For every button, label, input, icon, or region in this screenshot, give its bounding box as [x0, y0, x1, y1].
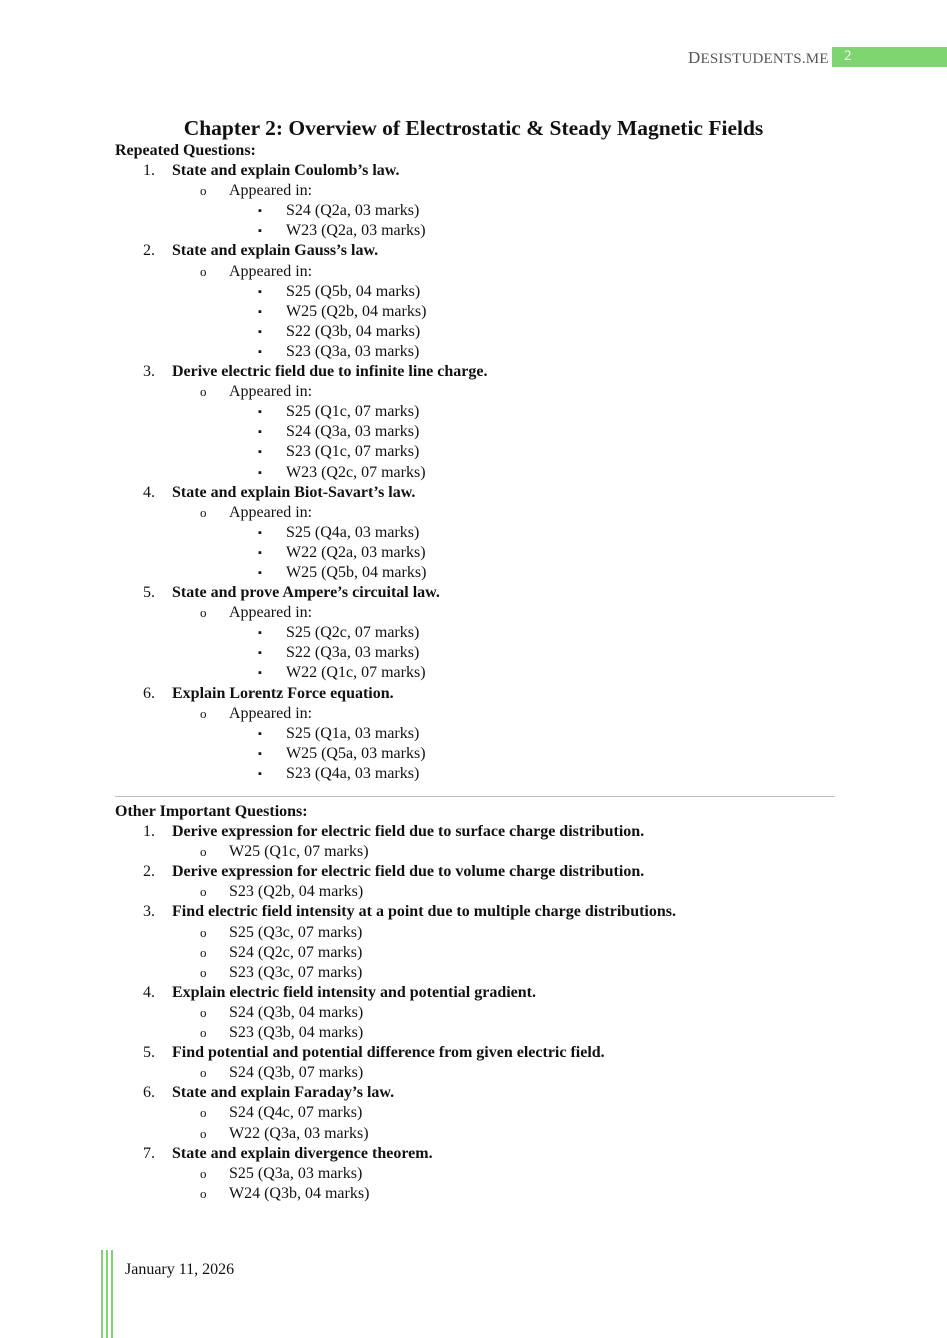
exam-reference: [115, 463, 835, 483]
question-number: 4.: [143, 983, 155, 1001]
square-bullet-icon: ▪: [258, 727, 262, 740]
section-divider: [115, 796, 835, 797]
question-text: State and explain Biot-Savart’s law.: [172, 483, 416, 501]
question-number: 5.: [143, 584, 155, 602]
exam-reference: [115, 923, 835, 943]
exam-reference-text: S23 (Q2b, 04 marks): [229, 883, 364, 901]
square-bullet-icon: ▪: [258, 566, 262, 579]
question-text: Find electric field intensity at a point due to multiple charge distributions.: [172, 903, 676, 921]
question-text: State and explain Faraday’s law.: [172, 1084, 395, 1102]
exam-reference: [115, 744, 835, 764]
circle-bullet-icon: o: [200, 605, 207, 621]
appeared-in-label: [115, 603, 835, 623]
question-text: State and explain Coulomb’s law.: [172, 162, 400, 180]
exam-reference: [115, 764, 835, 784]
exam-reference-text: S23 (Q3c, 07 marks): [229, 963, 363, 981]
circle-bullet-icon: o: [200, 1185, 207, 1201]
site-name: DESISTUDENTS.ME: [688, 48, 829, 67]
question-text: Derive electric field due to infinite line charge.: [172, 363, 488, 381]
question-item: [115, 362, 835, 382]
exam-reference-text: S23 (Q3b, 04 marks): [229, 1024, 364, 1042]
question-item: [115, 583, 835, 603]
appeared-in-text: Appeared in:: [229, 503, 313, 521]
circle-bullet-icon: o: [200, 1165, 207, 1181]
appeared-in-label: [115, 262, 835, 282]
question-item: [115, 822, 835, 842]
exam-reference-text: S25 (Q5b, 04 marks): [286, 282, 421, 300]
appeared-in-label: [115, 181, 835, 201]
circle-bullet-icon: o: [200, 504, 207, 520]
exam-reference-text: W25 (Q5b, 04 marks): [286, 563, 427, 581]
exam-reference: [115, 1164, 835, 1184]
circle-bullet-icon: o: [200, 705, 207, 721]
footer-bar: [106, 1250, 108, 1338]
exam-reference: [115, 842, 835, 862]
exam-reference: [115, 943, 835, 963]
exam-reference: [115, 882, 835, 902]
exam-reference: [115, 282, 835, 302]
question-number: 4.: [143, 483, 155, 501]
exam-reference-text: S24 (Q3b, 07 marks): [229, 1064, 364, 1082]
exam-reference: [115, 1063, 835, 1083]
exam-reference: [115, 1103, 835, 1123]
exam-reference-text: S25 (Q3a, 03 marks): [229, 1164, 363, 1182]
question-number: 7.: [143, 1144, 155, 1162]
exam-reference-text: S24 (Q4c, 07 marks): [229, 1104, 363, 1122]
question-number: 1.: [143, 823, 155, 841]
question-number: 5.: [143, 1044, 155, 1062]
circle-bullet-icon: o: [200, 944, 207, 960]
question-item: [115, 1144, 835, 1164]
appeared-in-text: Appeared in:: [229, 182, 313, 200]
appeared-in-text: Appeared in:: [229, 383, 313, 401]
chapter-title: Chapter 2: Overview of Electrostatic & Steady Magnetic Fields: [183, 116, 764, 140]
circle-bullet-icon: o: [200, 263, 207, 279]
exam-reference: [115, 201, 835, 221]
exam-reference: [115, 221, 835, 241]
square-bullet-icon: ▪: [258, 345, 262, 358]
exam-reference: [115, 342, 835, 362]
exam-reference-text: W23 (Q2c, 07 marks): [286, 463, 426, 481]
square-bullet-icon: ▪: [258, 205, 262, 218]
exam-reference-text: W22 (Q1c, 07 marks): [286, 664, 426, 682]
exam-reference: [115, 663, 835, 683]
appeared-in-text: Appeared in:: [229, 704, 313, 722]
circle-bullet-icon: o: [200, 884, 207, 900]
square-bullet-icon: ▪: [258, 225, 262, 238]
question-number: 3.: [143, 363, 155, 381]
other-questions-heading: Other Important Questions:: [115, 803, 308, 820]
exam-reference-text: S22 (Q3b, 04 marks): [286, 322, 421, 340]
exam-reference-text: S25 (Q3c, 07 marks): [229, 923, 363, 941]
exam-reference-text: S25 (Q1a, 03 marks): [286, 724, 420, 742]
circle-bullet-icon: o: [200, 924, 207, 940]
square-bullet-icon: ▪: [258, 446, 262, 459]
exam-reference-text: W25 (Q5a, 03 marks): [286, 744, 426, 762]
exam-reference-text: W25 (Q1c, 07 marks): [229, 843, 369, 861]
question-number: 3.: [143, 903, 155, 921]
question-text: Find potential and potential difference from given electric field.: [172, 1044, 605, 1062]
exam-reference: [115, 422, 835, 442]
question-item: [115, 902, 835, 922]
appeared-in-label: [115, 704, 835, 724]
question-text: Derive expression for electric field due to volume charge distribution.: [172, 863, 645, 881]
square-bullet-icon: ▪: [258, 546, 262, 559]
question-item: [115, 862, 835, 882]
circle-bullet-icon: o: [200, 1004, 207, 1020]
exam-reference: [115, 302, 835, 322]
exam-reference-text: S23 (Q3a, 03 marks): [286, 342, 420, 360]
question-text: Explain Lorentz Force equation.: [172, 684, 394, 702]
question-text: State and explain Gauss’s law.: [172, 242, 379, 260]
exam-reference: [115, 523, 835, 543]
circle-bullet-icon: o: [200, 1065, 207, 1081]
square-bullet-icon: ▪: [258, 325, 262, 338]
question-text: Explain electric field intensity and potential gradient.: [172, 983, 536, 1001]
footer-bar: [101, 1250, 103, 1338]
square-bullet-icon: ▪: [258, 627, 262, 640]
exam-reference-text: W24 (Q3b, 04 marks): [229, 1184, 370, 1202]
question-item: [115, 983, 835, 1003]
question-item: [115, 1043, 835, 1063]
question-number: 2.: [143, 242, 155, 260]
square-bullet-icon: ▪: [258, 285, 262, 298]
circle-bullet-icon: o: [200, 1105, 207, 1121]
repeated-questions-list: [115, 161, 835, 784]
exam-reference-text: W22 (Q2a, 03 marks): [286, 543, 426, 561]
circle-bullet-icon: o: [200, 1125, 207, 1141]
question-number: 6.: [143, 684, 155, 702]
question-item: [115, 483, 835, 503]
square-bullet-icon: ▪: [258, 466, 262, 479]
question-number: 1.: [143, 162, 155, 180]
circle-bullet-icon: o: [200, 964, 207, 980]
question-text: State and prove Ampere’s circuital law.: [172, 584, 440, 602]
question-text: Derive expression for electric field due to surface charge distribution.: [172, 823, 645, 841]
footer-bar: [111, 1250, 113, 1338]
exam-reference-text: S25 (Q4a, 03 marks): [286, 523, 420, 541]
square-bullet-icon: ▪: [258, 647, 262, 660]
appeared-in-label: [115, 382, 835, 402]
exam-reference-text: S22 (Q3a, 03 marks): [286, 644, 420, 662]
square-bullet-icon: ▪: [258, 526, 262, 539]
exam-reference: [115, 963, 835, 983]
exam-reference: [115, 442, 835, 462]
exam-reference: [115, 543, 835, 563]
square-bullet-icon: ▪: [258, 305, 262, 318]
exam-reference-text: S25 (Q1c, 07 marks): [286, 403, 420, 421]
appeared-in-text: Appeared in:: [229, 604, 313, 622]
page-number: 2: [844, 48, 852, 64]
question-item: [115, 684, 835, 704]
appeared-in-label: [115, 503, 835, 523]
exam-reference-text: S23 (Q1c, 07 marks): [286, 443, 420, 461]
exam-reference: [115, 402, 835, 422]
exam-reference: [115, 563, 835, 583]
exam-reference: [115, 623, 835, 643]
circle-bullet-icon: o: [200, 384, 207, 400]
question-item: [115, 241, 835, 261]
other-questions-list: [115, 822, 835, 1204]
question-text: State and explain divergence theorem.: [172, 1144, 433, 1162]
exam-reference: [115, 1184, 835, 1204]
exam-reference: [115, 1023, 835, 1043]
square-bullet-icon: ▪: [258, 426, 262, 439]
circle-bullet-icon: o: [200, 183, 207, 199]
exam-reference: [115, 1124, 835, 1144]
footer-accent-bars: [101, 1250, 115, 1338]
exam-reference: [115, 322, 835, 342]
appeared-in-text: Appeared in:: [229, 262, 313, 280]
exam-reference: [115, 1003, 835, 1023]
exam-reference-text: S24 (Q2a, 03 marks): [286, 202, 420, 220]
exam-reference-text: S23 (Q4a, 03 marks): [286, 764, 420, 782]
square-bullet-icon: ▪: [258, 667, 262, 680]
circle-bullet-icon: o: [200, 844, 207, 860]
exam-reference-text: S24 (Q2c, 07 marks): [229, 943, 363, 961]
exam-reference: [115, 643, 835, 663]
circle-bullet-icon: o: [200, 1025, 207, 1041]
square-bullet-icon: ▪: [258, 747, 262, 760]
exam-reference-text: W23 (Q2a, 03 marks): [286, 222, 426, 240]
question-number: 2.: [143, 863, 155, 881]
exam-reference-text: S25 (Q2c, 07 marks): [286, 624, 420, 642]
exam-reference-text: S24 (Q3b, 04 marks): [229, 1003, 364, 1021]
footer-date: January 11, 2026: [125, 1261, 235, 1278]
question-item: [115, 161, 835, 181]
square-bullet-icon: ▪: [258, 406, 262, 419]
exam-reference: [115, 724, 835, 744]
exam-reference-text: W22 (Q3a, 03 marks): [229, 1124, 369, 1142]
document-body: [115, 141, 835, 1204]
question-number: 6.: [143, 1084, 155, 1102]
exam-reference-text: S24 (Q3a, 03 marks): [286, 423, 420, 441]
square-bullet-icon: ▪: [258, 767, 262, 780]
repeated-questions-heading: Repeated Questions:: [115, 142, 256, 159]
question-item: [115, 1083, 835, 1103]
exam-reference-text: W25 (Q2b, 04 marks): [286, 302, 427, 320]
page-number-bar: [832, 47, 947, 67]
